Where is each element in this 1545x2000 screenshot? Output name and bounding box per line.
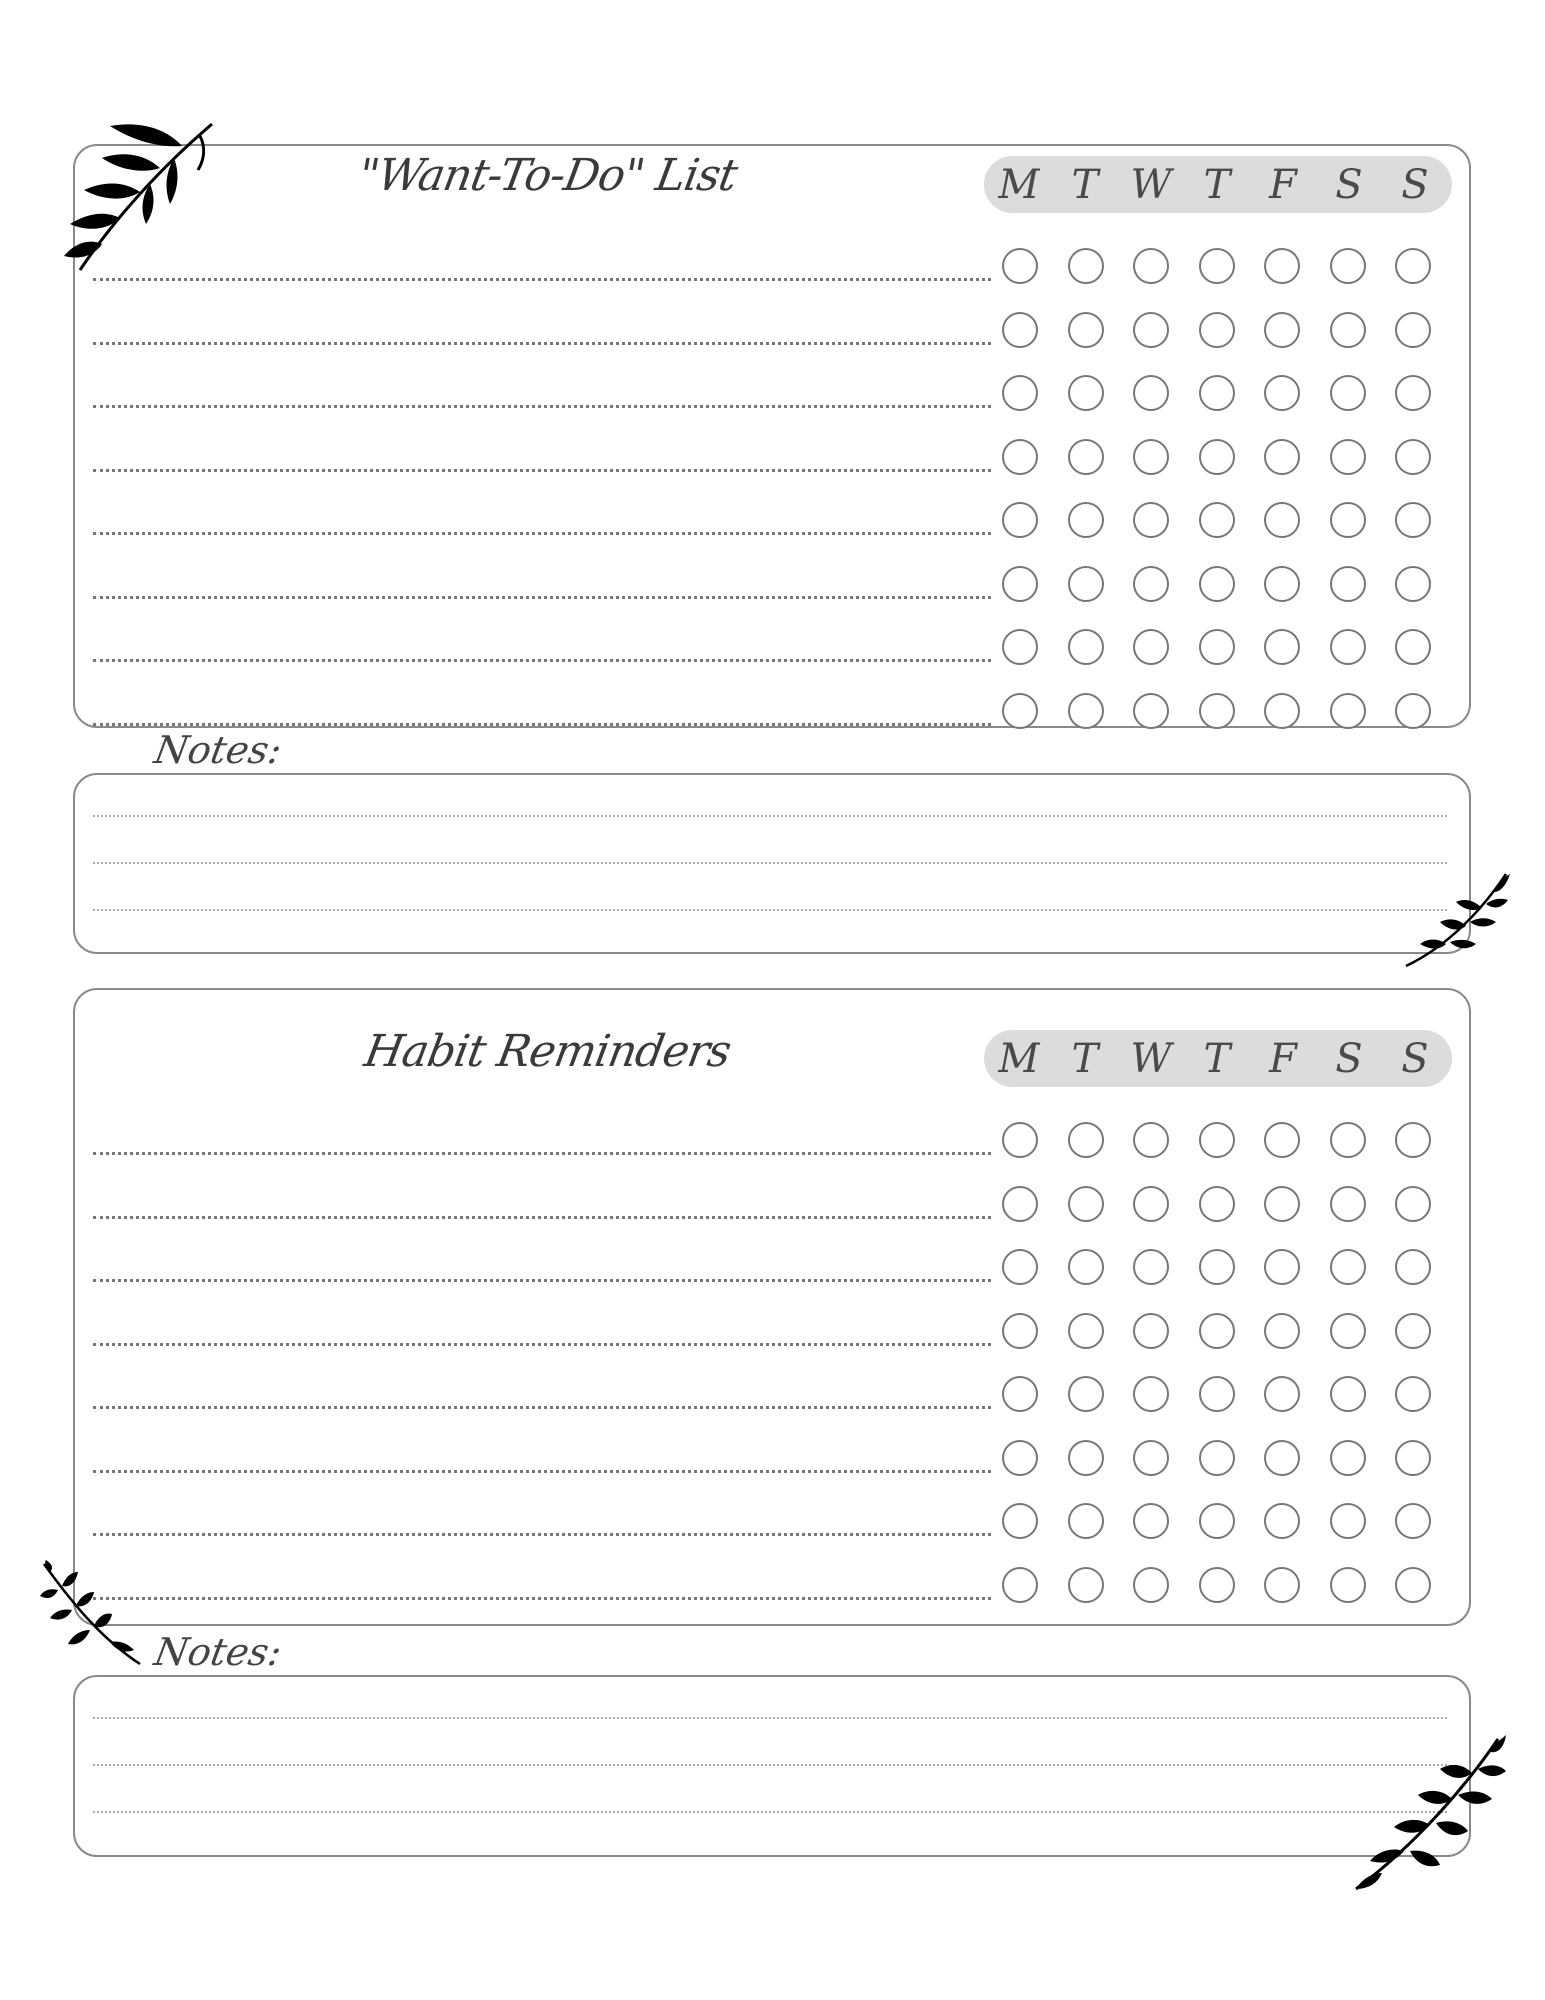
day-checkbox[interactable]: [1068, 1440, 1104, 1476]
entry-line[interactable]: [93, 1470, 991, 1473]
day-checkbox[interactable]: [1199, 1376, 1235, 1412]
day-label: S: [1335, 162, 1363, 208]
day-checkbox[interactable]: [1330, 439, 1366, 475]
day-checkbox[interactable]: [1330, 629, 1366, 665]
day-label: M: [998, 162, 1040, 208]
day-checkbox[interactable]: [1002, 1503, 1038, 1539]
day-checkbox[interactable]: [1264, 1503, 1300, 1539]
day-label: S: [1401, 162, 1429, 208]
day-checkbox[interactable]: [1264, 1249, 1300, 1285]
day-checkbox[interactable]: [1330, 375, 1366, 411]
entry-line[interactable]: [93, 278, 991, 281]
entry-line[interactable]: [93, 405, 991, 408]
notes-label: Notes:: [151, 728, 286, 772]
day-checkbox[interactable]: [1395, 629, 1431, 665]
weekday-header: [984, 1030, 1452, 1087]
day-checkbox[interactable]: [1199, 1122, 1235, 1158]
habit-reminders-panel: [73, 988, 1471, 1626]
day-checkbox[interactable]: [1002, 1249, 1038, 1285]
day-checkbox[interactable]: [1199, 566, 1235, 602]
day-checkbox[interactable]: [1395, 566, 1431, 602]
notes-line[interactable]: [93, 862, 1447, 864]
day-checkbox[interactable]: [1002, 502, 1038, 538]
day-checkbox[interactable]: [1330, 1440, 1366, 1476]
day-checkbox[interactable]: [1330, 1503, 1366, 1539]
day-label: W: [1130, 162, 1172, 208]
day-checkbox[interactable]: [1264, 1440, 1300, 1476]
day-checkbox[interactable]: [1264, 1313, 1300, 1349]
day-checkbox[interactable]: [1133, 1186, 1169, 1222]
day-checkbox[interactable]: [1068, 248, 1104, 284]
leaf-branch-icon: [1402, 870, 1512, 970]
day-checkbox[interactable]: [1264, 1122, 1300, 1158]
day-checkbox[interactable]: [1264, 439, 1300, 475]
day-checkbox[interactable]: [1264, 629, 1300, 665]
day-label: T: [1071, 162, 1099, 208]
day-checkbox[interactable]: [1395, 1440, 1431, 1476]
day-checkbox[interactable]: [1395, 248, 1431, 284]
day-checkbox[interactable]: [1133, 1567, 1169, 1603]
day-checkbox[interactable]: [1330, 1186, 1366, 1222]
entry-line[interactable]: [93, 532, 991, 535]
day-checkbox[interactable]: [1330, 1567, 1366, 1603]
want-to-do-title: "Want-To-Do" List: [354, 150, 741, 201]
entry-line[interactable]: [93, 342, 991, 345]
leaf-branch-icon: [40, 1560, 144, 1668]
day-checkbox[interactable]: [1199, 439, 1235, 475]
day-checkbox[interactable]: [1068, 502, 1104, 538]
want-to-do-panel: [73, 144, 1471, 728]
day-checkbox[interactable]: [1330, 1122, 1366, 1158]
day-checkbox[interactable]: [1395, 693, 1431, 729]
day-checkbox[interactable]: [1199, 375, 1235, 411]
entry-line[interactable]: [93, 469, 991, 472]
notes-label: Notes:: [151, 1630, 286, 1674]
day-checkbox[interactable]: [1330, 1376, 1366, 1412]
day-checkbox[interactable]: [1264, 566, 1300, 602]
day-checkbox[interactable]: [1330, 693, 1366, 729]
day-checkbox[interactable]: [1068, 1313, 1104, 1349]
day-checkbox[interactable]: [1068, 1503, 1104, 1539]
notes-line[interactable]: [93, 909, 1447, 911]
day-checkbox[interactable]: [1264, 1186, 1300, 1222]
day-checkbox[interactable]: [1395, 1503, 1431, 1539]
day-checkbox[interactable]: [1395, 502, 1431, 538]
day-checkbox[interactable]: [1068, 693, 1104, 729]
day-checkbox[interactable]: [1395, 1249, 1431, 1285]
day-checkbox[interactable]: [1199, 1567, 1235, 1603]
entry-line[interactable]: [93, 1597, 991, 1600]
day-checkbox[interactable]: [1395, 1376, 1431, 1412]
day-checkbox[interactable]: [1068, 1567, 1104, 1603]
day-checkbox[interactable]: [1002, 1376, 1038, 1412]
day-checkbox[interactable]: [1199, 502, 1235, 538]
day-label: T: [1203, 1036, 1231, 1082]
day-checkbox[interactable]: [1199, 693, 1235, 729]
day-checkbox[interactable]: [1002, 312, 1038, 348]
day-checkbox[interactable]: [1395, 439, 1431, 475]
day-checkbox[interactable]: [1133, 693, 1169, 729]
day-checkbox[interactable]: [1330, 502, 1366, 538]
entry-line[interactable]: [93, 723, 991, 726]
day-checkbox[interactable]: [1002, 1122, 1038, 1158]
day-checkbox[interactable]: [1199, 629, 1235, 665]
day-checkbox[interactable]: [1264, 248, 1300, 284]
day-checkbox[interactable]: [1133, 1122, 1169, 1158]
day-checkbox[interactable]: [1133, 1440, 1169, 1476]
day-label: S: [1335, 1036, 1363, 1082]
day-checkbox[interactable]: [1133, 566, 1169, 602]
day-checkbox[interactable]: [1264, 693, 1300, 729]
day-label: M: [998, 1036, 1040, 1082]
entry-line[interactable]: [93, 1533, 991, 1536]
day-checkbox[interactable]: [1068, 1249, 1104, 1285]
day-checkbox[interactable]: [1002, 1567, 1038, 1603]
day-checkbox[interactable]: [1264, 1376, 1300, 1412]
notes-panel[interactable]: [73, 773, 1471, 954]
day-label: F: [1269, 162, 1297, 208]
day-checkbox[interactable]: [1002, 375, 1038, 411]
day-checkbox[interactable]: [1133, 439, 1169, 475]
day-checkbox[interactable]: [1068, 566, 1104, 602]
day-checkbox[interactable]: [1002, 1186, 1038, 1222]
notes-line[interactable]: [93, 1764, 1447, 1766]
day-checkbox[interactable]: [1133, 502, 1169, 538]
leaf-branch-icon: [62, 118, 222, 278]
day-checkbox[interactable]: [1330, 248, 1366, 284]
entry-line[interactable]: [93, 1406, 991, 1409]
day-checkbox[interactable]: [1199, 1249, 1235, 1285]
day-checkbox[interactable]: [1264, 1567, 1300, 1603]
day-checkbox[interactable]: [1133, 1503, 1169, 1539]
day-checkbox[interactable]: [1133, 629, 1169, 665]
day-checkbox[interactable]: [1199, 1503, 1235, 1539]
leaf-branch-icon: [1348, 1733, 1508, 1895]
day-label: F: [1269, 1036, 1297, 1082]
day-checkbox[interactable]: [1330, 312, 1366, 348]
day-checkbox[interactable]: [1199, 248, 1235, 284]
day-checkbox[interactable]: [1133, 1249, 1169, 1285]
day-checkbox[interactable]: [1395, 1313, 1431, 1349]
day-checkbox[interactable]: [1133, 312, 1169, 348]
entry-line[interactable]: [93, 1343, 991, 1346]
day-checkbox[interactable]: [1133, 1313, 1169, 1349]
day-label: T: [1203, 162, 1231, 208]
day-checkbox[interactable]: [1199, 1313, 1235, 1349]
day-checkbox[interactable]: [1264, 502, 1300, 538]
day-checkbox[interactable]: [1002, 1313, 1038, 1349]
day-checkbox[interactable]: [1002, 439, 1038, 475]
notes-line[interactable]: [93, 1811, 1447, 1813]
entry-line[interactable]: [93, 1216, 991, 1219]
day-label: T: [1071, 1036, 1099, 1082]
day-label: S: [1401, 1036, 1429, 1082]
notes-line[interactable]: [93, 815, 1447, 817]
day-label: W: [1130, 1036, 1172, 1082]
notes-line[interactable]: [93, 1717, 1447, 1719]
day-checkbox[interactable]: [1395, 1122, 1431, 1158]
entry-line[interactable]: [93, 1279, 991, 1282]
day-checkbox[interactable]: [1002, 248, 1038, 284]
day-checkbox[interactable]: [1068, 1376, 1104, 1412]
day-checkbox[interactable]: [1395, 1186, 1431, 1222]
day-checkbox[interactable]: [1330, 1313, 1366, 1349]
habit-reminders-title: Habit Reminders: [360, 1026, 735, 1077]
day-checkbox[interactable]: [1068, 375, 1104, 411]
weekday-header: [984, 156, 1452, 213]
day-checkbox[interactable]: [1002, 693, 1038, 729]
day-checkbox[interactable]: [1264, 375, 1300, 411]
day-checkbox[interactable]: [1002, 629, 1038, 665]
day-checkbox[interactable]: [1395, 1567, 1431, 1603]
day-checkbox[interactable]: [1068, 1122, 1104, 1158]
day-checkbox[interactable]: [1002, 1440, 1038, 1476]
day-checkbox[interactable]: [1199, 1186, 1235, 1222]
day-checkbox[interactable]: [1068, 439, 1104, 475]
notes-panel[interactable]: [73, 1675, 1471, 1857]
day-checkbox[interactable]: [1133, 375, 1169, 411]
day-checkbox[interactable]: [1330, 566, 1366, 602]
entry-line[interactable]: [93, 1152, 991, 1155]
day-checkbox[interactable]: [1002, 566, 1038, 602]
day-checkbox[interactable]: [1068, 312, 1104, 348]
day-checkbox[interactable]: [1068, 1186, 1104, 1222]
day-checkbox[interactable]: [1133, 248, 1169, 284]
day-checkbox[interactable]: [1395, 375, 1431, 411]
day-checkbox[interactable]: [1133, 1376, 1169, 1412]
day-checkbox[interactable]: [1199, 1440, 1235, 1476]
day-checkbox[interactable]: [1395, 312, 1431, 348]
day-checkbox[interactable]: [1264, 312, 1300, 348]
entry-line[interactable]: [93, 659, 991, 662]
entry-line[interactable]: [93, 596, 991, 599]
day-checkbox[interactable]: [1330, 1249, 1366, 1285]
day-checkbox[interactable]: [1068, 629, 1104, 665]
day-checkbox[interactable]: [1199, 312, 1235, 348]
